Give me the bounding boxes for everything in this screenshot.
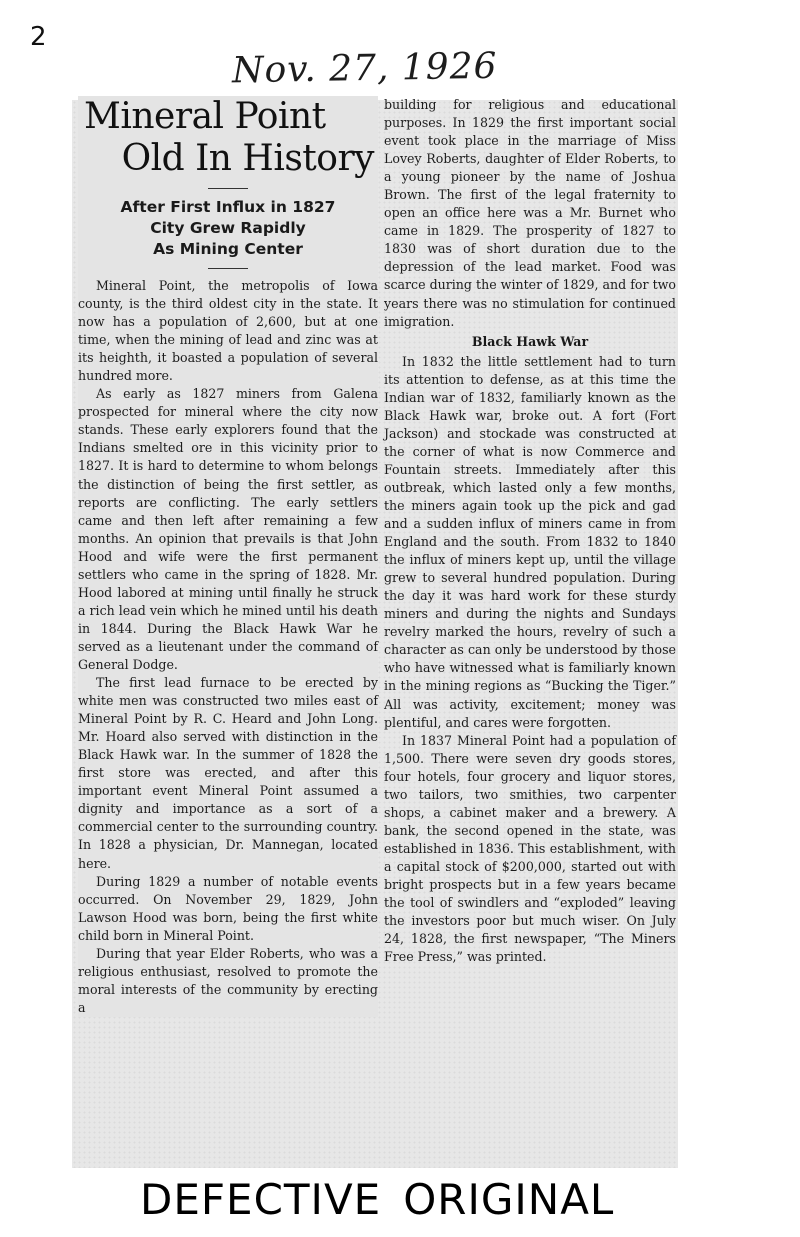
headline-rule (208, 188, 248, 189)
paragraph: In 1837 Mineral Point had a population of 1,500. There were seven dry goods stores, four hotels, four grocery and liquor stores, two tailors, two smithies, two carpenter shops, a cabinet maker and a brewery. A bank, the second opened in the state, was established in 1836. This establishment, with a capital stock of $200,000, started out with bright prospects but in a few years became the tool of swindlers and “exploded” leaving the investors poor but much wiser. On July 24, 1828, the first newspaper, “The Miners Free Press,” was printed. (384, 732, 676, 965)
paragraph: In 1832 the little settlement had to turn its attention to defense, as at this time the Indian war of 1832, familiarly known as the Black Hawk war, broke out. A fort (Fort Jackson) and stockade was constructed at the corner of what is now Commerce and Fountain streets. Immediately after this outbreak, which lasted only a few months, the miners again took up the pick and gad and a sudden influx of miners came in from England and the south. From 1832 to 1840 the influx of miners kept up, until the village grew to several hundred population. During the day it was hard work for these sturdy miners and during the nights and Sundays revelry marked the hours, revelry of such a character as can only be understood by those who have witnessed what is familiarly known in the mining regions as “Bucking the Tiger.” All was activity, excitement; money was plentiful, and cares were forgotten. (384, 353, 676, 730)
subheadline-rule (208, 268, 248, 269)
stamp-word-defective: DEFECTIVE (140, 1175, 382, 1224)
left-body-text (78, 277, 378, 1017)
paragraph: building for religious and educational purposes. In 1829 the first important social event took place in the marriage of Miss Lovey Roberts, daughter of Elder Roberts, to a young pioneer by the name of Joshua Brown. The first of the legal fraternity to open an office here was a Mr. Burnet who came in 1829. The prosperity of 1827 to 1830 was of short duration due to the depression of the lead market. Food was scarce during the winter of 1829, and for two years there was no stimulation for continued imigration. (384, 97, 676, 329)
subheadline-line-1: After First Influx in 1827 (120, 198, 336, 216)
headline-line-2: Old In History (121, 138, 374, 179)
stamp-word-original: ORIGINAL (403, 1175, 615, 1224)
paragraph: During 1829 a number of notable events occurred. On November 29, 1829, John Lawson Hood was born, being the first white child born in Mineral Point. (78, 873, 378, 943)
page-number: 2 (30, 22, 47, 52)
article-left-column (78, 96, 378, 1017)
article-headline (78, 96, 378, 180)
article-right-column (384, 96, 676, 966)
headline-line-1: Mineral Point (84, 96, 326, 137)
section-heading: Black Hawk War (471, 333, 589, 349)
subheadline-line-3: As Mining Center (153, 240, 303, 258)
handwritten-date: Nov. 27, 1926 (231, 45, 498, 92)
defective-original-stamp (140, 1172, 614, 1228)
article-subheadline (78, 197, 378, 260)
paragraph: Mineral Point, the metropolis of Iowa county, is the third oldest city in the state. It now has a population of 2,600, but at one time, when the mining of lead and zinc was at its heighth, it boasted a population of several hundred more. (78, 278, 378, 384)
right-body-text (384, 96, 676, 966)
subheadline-line-2: City Grew Rapidly (150, 219, 306, 237)
paragraph: During that year Elder Roberts, who was a religious enthusiast, resolved to promote the moral interests of the community by erecting a (78, 945, 378, 1015)
paragraph: As early as 1827 miners from Galena prospected for mineral where the city now stands. These early explorers found that the Indians smelted ore in this vicinity prior to 1827. It is hard to determine to whom belongs the distinction of being the first settler, as reports are conflicting. The early settlers came and then left after remaining a few months. An opinion that prevails is that John Hood and wife were the first permanent settlers who came in the spring of 1828. Mr. Hood labored at mining until finally he struck a rich lead vein which he mined until his death in 1844. During the Black Hawk War he served as a lieutenant under the command of General Dodge. (78, 386, 378, 672)
paragraph: The first lead furnace to be erected by white men was constructed two miles east of Mineral Point by R. C. Heard and John Long. Mr. Hoard also served with distinction in the Black Hawk war. In the summer of 1828 the first store was erected, and after this important event Mineral Point assumed a dignity and importance as a sort of a commercial center to the surrounding country. In 1828 a physician, Dr. Mannegan, located here. (78, 675, 378, 871)
